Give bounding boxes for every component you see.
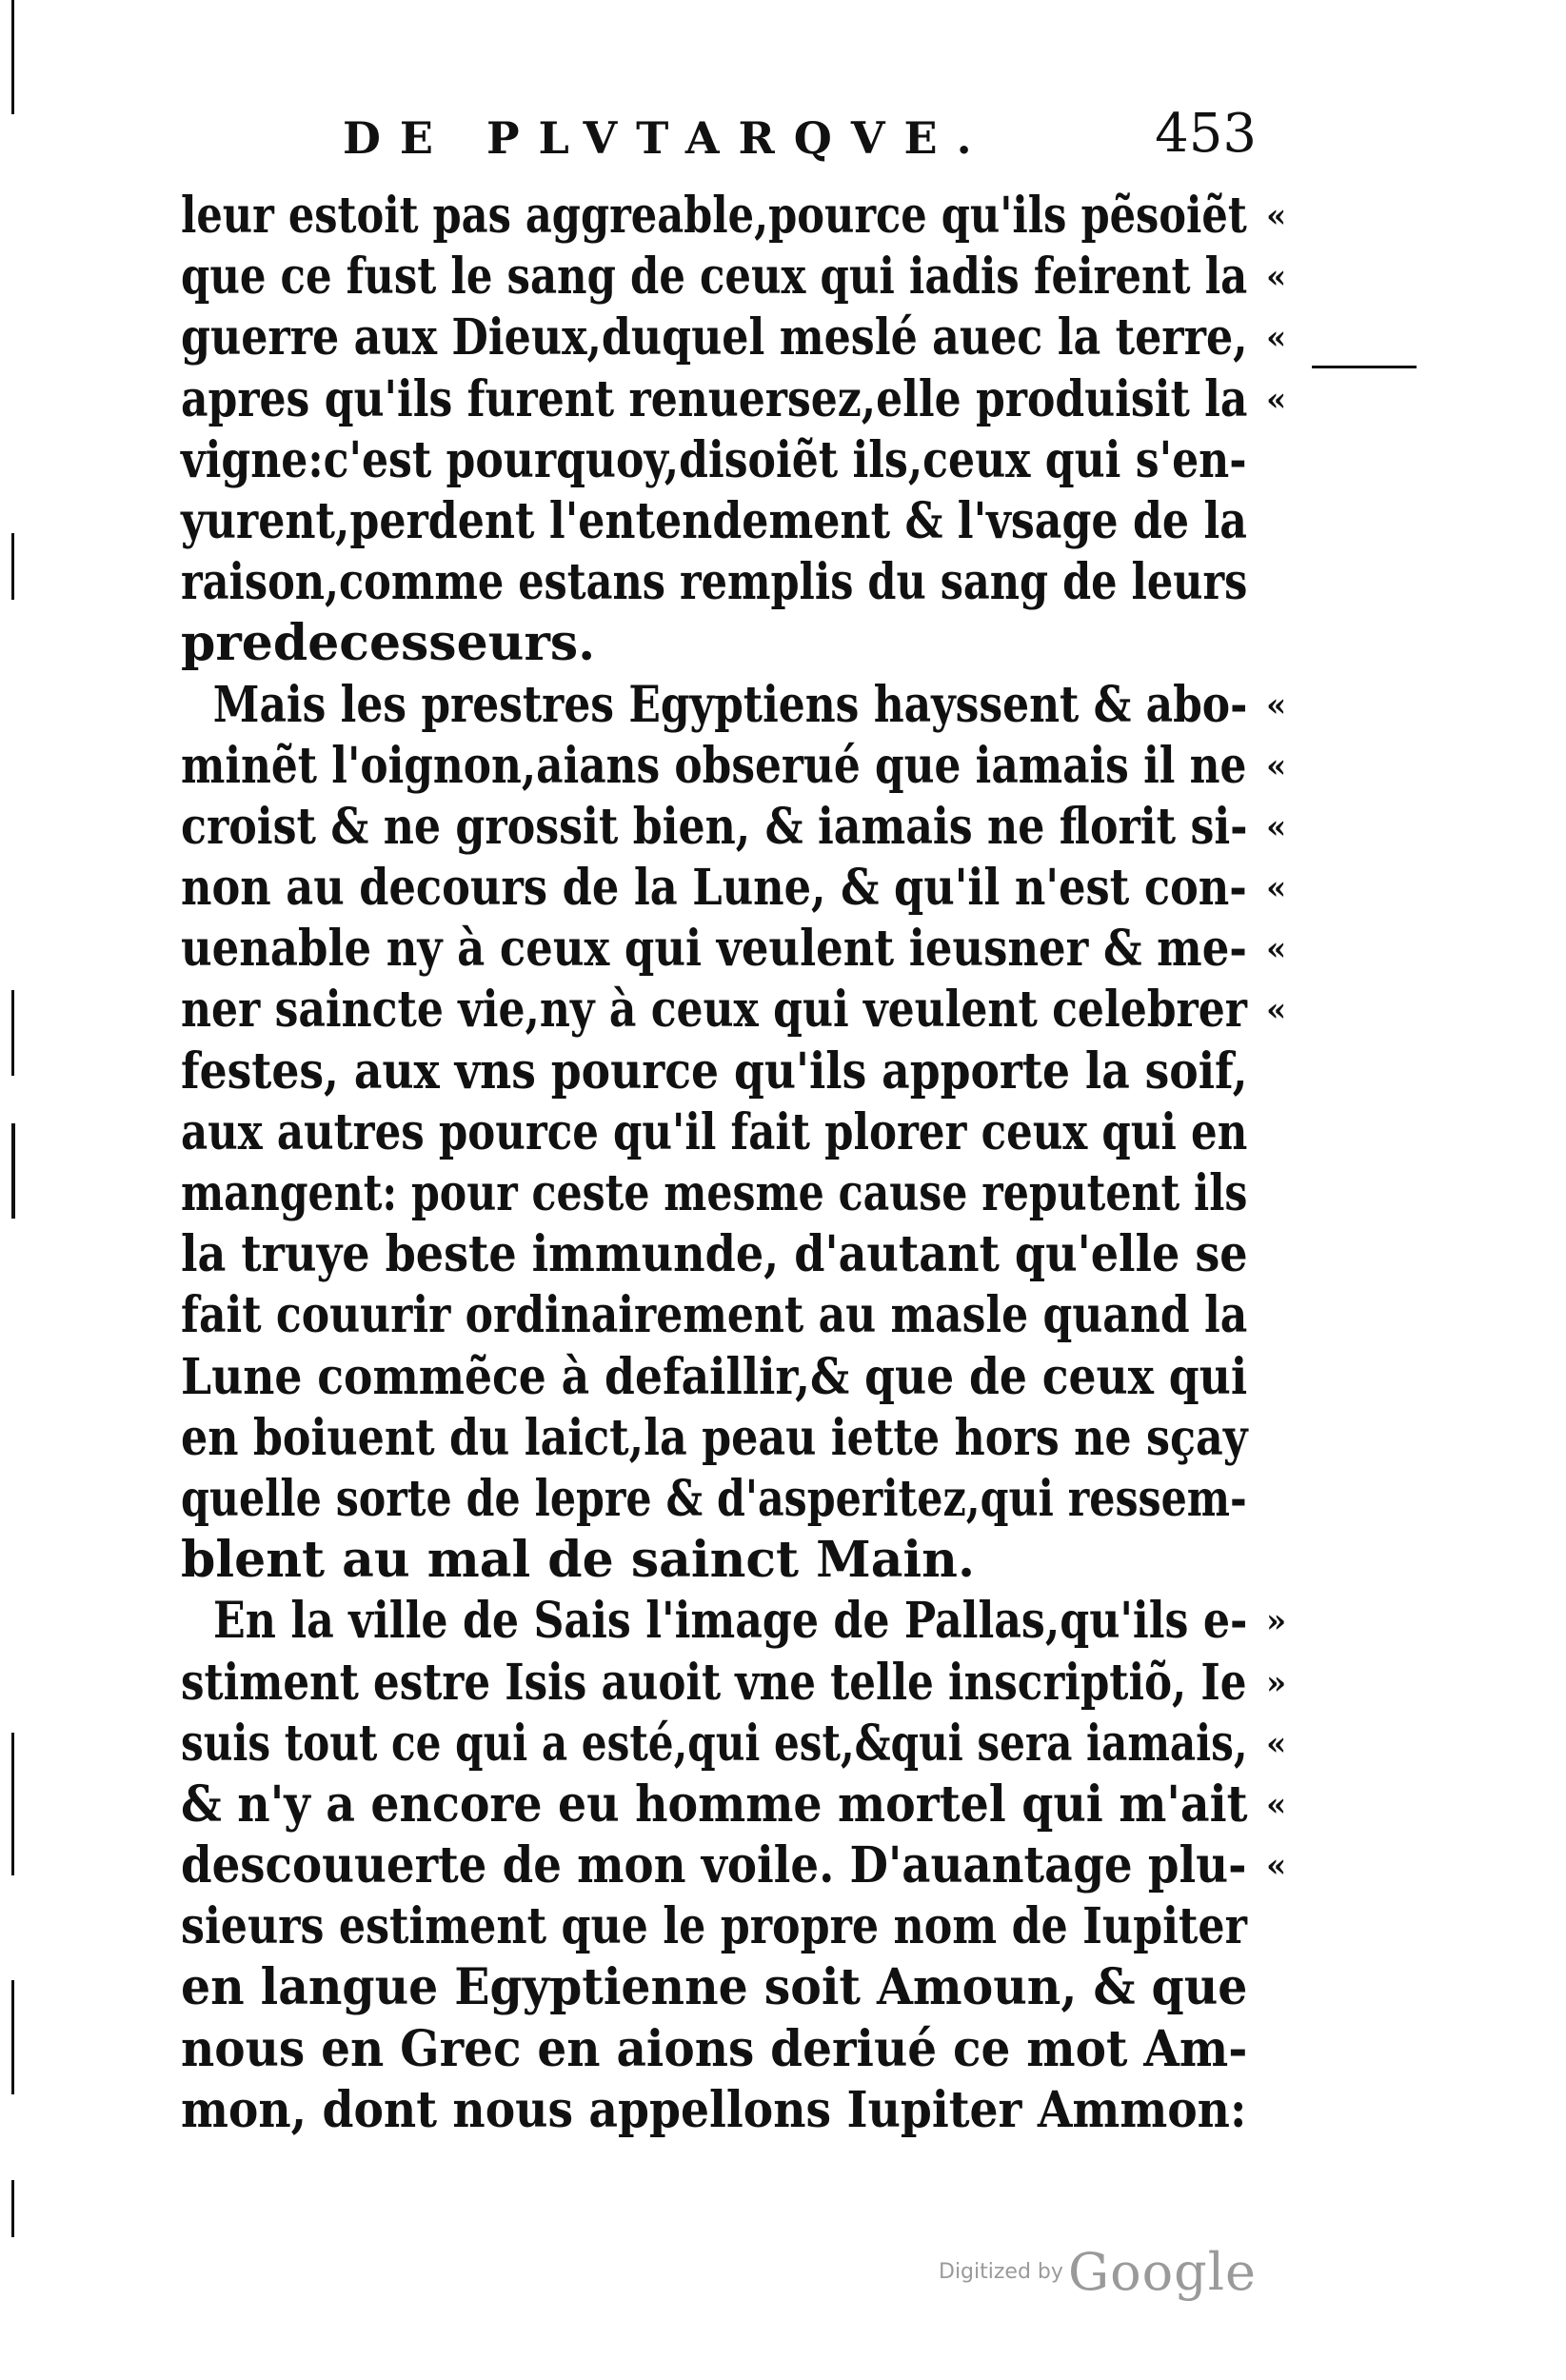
margin-rule — [11, 0, 14, 114]
body-text — [181, 186, 1287, 2141]
quotation-mark: « — [1266, 869, 1287, 908]
quotation-mark: « — [1266, 197, 1287, 235]
line-text: vigne:c'est pourquoy,disoiẽt ils,ceux qui s'en- — [181, 430, 1247, 489]
line-text: nous en Grec en aions deriué ce mot Am- — [181, 2019, 1248, 2078]
line-text: stiment estre Isis auoit vne telle inscriptiõ, Ie — [181, 1653, 1247, 1712]
line-text: que ce fust le sang de ceux qui iadis feirent la — [181, 248, 1248, 307]
quotation-mark: » — [1266, 1663, 1287, 1702]
line-text: en langue Egyptienne soit Amoun, & que — [181, 1958, 1248, 2017]
quotation-mark: « — [1266, 685, 1287, 724]
margin-rule — [1312, 366, 1417, 368]
text-line — [181, 797, 1287, 858]
quotation-mark: « — [1266, 1847, 1287, 1886]
margin-rule — [11, 2180, 14, 2237]
text-line — [181, 919, 1287, 980]
margin-rule — [11, 1123, 15, 1219]
quotation-mark: « — [1266, 1724, 1287, 1763]
quotation-mark: « — [1266, 991, 1287, 1030]
text-line — [181, 1224, 1257, 1285]
text-line — [181, 1163, 1257, 1224]
text-line — [181, 1957, 1257, 2018]
quotation-mark: « — [1266, 258, 1287, 297]
line-text: uenable ny à ceux qui veulent ieusner & me- — [181, 920, 1247, 979]
text-line — [181, 1714, 1287, 1775]
text-line — [181, 1102, 1257, 1163]
margin-rule — [11, 990, 14, 1076]
line-text: sieurs estiment que le propre nom de Iupiter — [181, 1897, 1247, 1956]
line-text: la truye beste immunde, d'autant qu'elle se — [181, 1225, 1248, 1284]
line-text: mon, dont nous appellons Iupiter Ammon: — [181, 2080, 1247, 2139]
line-text: predecesseurs. — [181, 614, 596, 673]
page-header — [343, 103, 1257, 179]
text-line — [181, 675, 1287, 736]
line-text: mangent: pour ceste mesme cause reputent ils — [181, 1164, 1248, 1222]
line-text: minẽt l'oignon,aians obserué que iamais il ne — [181, 736, 1247, 795]
quotation-mark: « — [1266, 930, 1287, 969]
text-line — [181, 430, 1257, 491]
line-text: croist & ne grossit bien, & iamais ne florit si- — [181, 797, 1248, 856]
text-line — [181, 1896, 1257, 1957]
text-line — [181, 186, 1287, 247]
quotation-mark: « — [1266, 380, 1287, 419]
margin-rule — [11, 533, 14, 600]
text-line — [181, 858, 1287, 919]
text-line — [181, 1835, 1287, 1896]
text-line — [181, 2019, 1257, 2080]
running-title: DE PLVTARQVE. — [343, 112, 991, 164]
line-text: fait couurir ordinairement au masle quand la — [181, 1286, 1248, 1345]
text-line — [181, 1653, 1287, 1714]
text-line — [181, 307, 1287, 368]
text-line — [181, 247, 1287, 307]
text-line — [181, 369, 1287, 430]
line-text: leur estoit pas aggreable,pource qu'ils pẽsoiẽt — [181, 187, 1247, 245]
quotation-mark: « — [1266, 807, 1287, 846]
quotation-mark: » — [1266, 1602, 1287, 1641]
text-line — [181, 1408, 1257, 1469]
google-logo: Google — [1068, 2242, 1257, 2302]
line-text: raison,comme estans remplis du sang de leurs — [181, 553, 1248, 612]
text-line — [181, 1285, 1257, 1346]
line-text: descouuerte de mon voile. D'auantage plu- — [181, 1836, 1247, 1895]
quotation-mark: « — [1266, 1785, 1287, 1824]
text-line — [181, 1775, 1287, 1835]
line-text: festes, aux vns pource qu'ils apporte la soif, — [181, 1041, 1248, 1101]
text-line — [181, 613, 1257, 674]
text-line — [181, 1591, 1287, 1652]
text-line — [181, 1469, 1257, 1530]
line-text: En la ville de Sais l'image de Pallas,qu'ils e- — [213, 1592, 1248, 1651]
margin-rule — [11, 1980, 14, 2094]
text-line — [181, 1347, 1257, 1408]
line-text: non au decours de la Lune, & qu'il n'est con- — [181, 859, 1247, 918]
text-line — [181, 2080, 1257, 2141]
line-text: en boiuent du laict,la peau iette hors ne sçay — [181, 1408, 1248, 1467]
line-text: apres qu'ils furent renuersez,elle produisit la — [181, 369, 1248, 428]
line-text: quelle sorte de lepre & d'asperitez,qui ressem- — [181, 1469, 1247, 1528]
digitization-watermark — [939, 2242, 1319, 2318]
page-number: 453 — [1155, 103, 1257, 165]
line-text: yurent,perdent l'entendement & l'vsage de la — [181, 491, 1247, 550]
text-line — [181, 980, 1287, 1041]
line-text: suis tout ce qui a esté,qui est,&qui sera iamais, — [181, 1714, 1248, 1773]
quotation-mark: « — [1266, 746, 1287, 785]
text-line — [181, 552, 1257, 613]
text-line — [181, 1530, 1257, 1591]
margin-rule — [11, 1733, 14, 1875]
line-text: aux autres pource qu'il fait plorer ceux qui en — [181, 1102, 1248, 1161]
line-text: & n'y a encore eu homme mortel qui m'ait — [181, 1775, 1248, 1834]
line-text: blent au mal de sainct Main. — [181, 1531, 976, 1590]
text-line — [181, 736, 1287, 797]
quotation-mark: « — [1266, 319, 1287, 358]
line-text: Mais les prestres Egyptiens hayssent & abo- — [212, 675, 1248, 734]
text-line — [181, 1041, 1257, 1102]
digitized-by-label: Digitized by — [939, 2260, 1063, 2284]
line-text: ner saincte vie,ny à ceux qui veulent celebrer — [181, 981, 1247, 1040]
text-line — [181, 491, 1257, 552]
line-text: guerre aux Dieux,duquel meslé auec la terre, — [181, 308, 1248, 367]
line-text: Lune commẽce à defaillir,& que de ceux qui — [181, 1347, 1248, 1406]
